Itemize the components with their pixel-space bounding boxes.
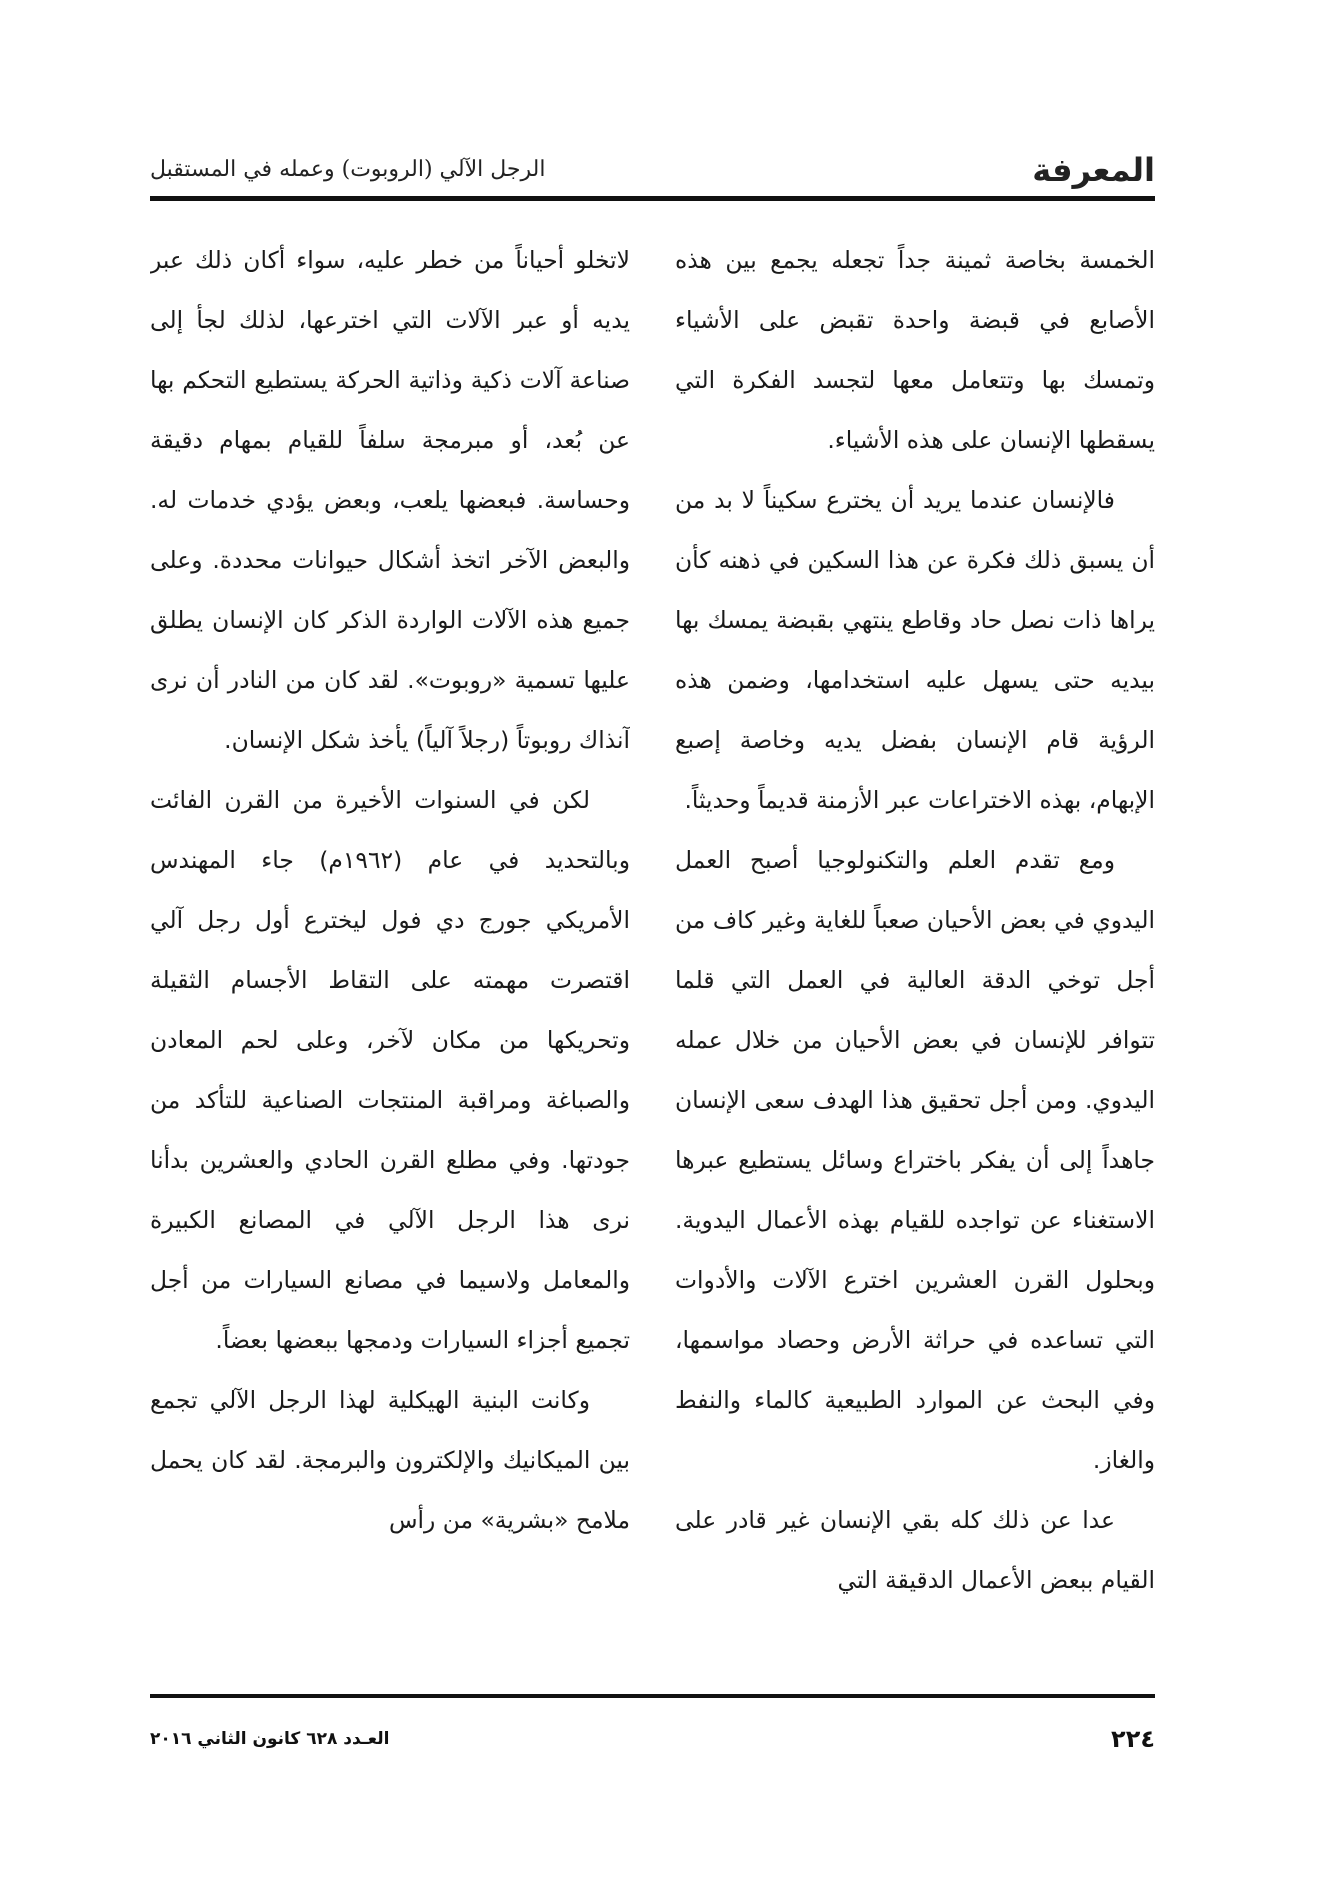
paragraph: لكن في السنوات الأخيرة من القرن الفائت وبالتحديد في عام (١٩٦٢م) جاء المهندس الأمريكي جورج دي فول ليخترع أول رجل آلي اقتصرت مهمته على التقاط الأجسام الثقيلة وتحريكها من مكان لآخر، وعلى لحم المعادن والصباغة ومراقبة المنتجات الصناعية للتأكد من جودتها. وفي مطلع القرن الحادي والعشرين بدأنا نرى هذا الرجل الآلي في المصانع الكبيرة والمعامل ولاسيما في مصانع السيارات من أجل تجميع أجزاء السيارات ودمجها ببعضها بعضاً. (150, 786, 630, 1354)
paragraph: لاتخلو أحياناً من خطر عليه، سواء أكان ذلك عبر يديه أو عبر الآلات التي اخترعها، لذلك لجأ إلى صناعة آلات ذكية وذاتية الحركة يستطيع التحكم بها عن بُعد، أو مبرمجة سلفاً للقيام بمهام دقيقة وحساسة. فبعضها يلعب، وبعض يؤدي خدمات له. والبعض الآخر اتخذ أشكال حيوانات محددة. وعلى جميع هذه الآلات الواردة الذكر كان الإنسان يطلق عليها تسمية «روبوت». لقد كان من النادر أن نرى آنذاك روبوتاً (رجلاً آلياً) يأخذ شكل الإنسان. (150, 246, 630, 754)
issue-info: العـدد ٦٢٨ كانون الثاني ٢٠١٦ (150, 1729, 390, 1749)
paragraph: ومع تقدم العلم والتكنولوجيا أصبح العمل اليدوي في بعض الأحيان صعباً للغاية وغير كاف من أجل توخي الدقة العالية في العمل التي قلما تتوافر للإنسان في بعض الأحيان من خلال عمله اليدوي. ومن أجل تحقيق هذا الهدف سعى الإنسان جاهداً إلى أن يفكر باختراع وسائل يستطيع عبرها الاستغناء عن تواجده للقيام بهذه الأعمال اليدوية. وبحلول القرن العشرين اخترع الآلات والأدوات التي تساعده في حراثة الأرض وحصاد مواسمها، وفي البحث عن الموارد الطبيعية كالماء والنفط والغاز. (675, 846, 1155, 1474)
page-footer (150, 1722, 1155, 1756)
page-header (150, 150, 1155, 190)
page-number: ٢٢٤ (1111, 1725, 1155, 1753)
article-body (150, 230, 1155, 1670)
column-right (675, 230, 1155, 1670)
footer-divider (150, 1694, 1155, 1698)
paragraph: الخمسة بخاصة ثمينة جداً تجعله يجمع بين هذه الأصابع في قبضة واحدة تقبض على الأشياء وتمسك بها وتتعامل معها لتجسد الفكرة التي يسقطها الإنسان على هذه الأشياء. (675, 246, 1155, 454)
header-divider (150, 196, 1155, 201)
paragraph: فالإنسان عندما يريد أن يخترع سكيناً لا بد من أن يسبق ذلك فكرة عن هذا السكين في ذهنه كأن يراها ذات نصل حاد وقاطع ينتهي بقبضة يمسك بها بيديه حتى يسهل عليه استخدامها، وضمن هذه الرؤية قام الإنسان بفضل يديه وخاصة إصبع الإبهام، بهذه الاختراعات عبر الأزمنة قديماً وحديثاً. (675, 486, 1155, 814)
paragraph: وكانت البنية الهيكلية لهذا الرجل الآلي تجمع بين الميكانيك والإلكترون والبرمجة. لقد كان يحمل ملامح «بشرية» من رأس (150, 1386, 630, 1534)
running-title: الرجل الآلي (الروبوت) وعمله في المستقبل (150, 157, 546, 182)
column-left (150, 230, 630, 1670)
paragraph: عدا عن ذلك كله بقي الإنسان غير قادر على القيام ببعض الأعمال الدقيقة التي (675, 1506, 1155, 1594)
magazine-logo: المعرفة (1032, 151, 1155, 189)
